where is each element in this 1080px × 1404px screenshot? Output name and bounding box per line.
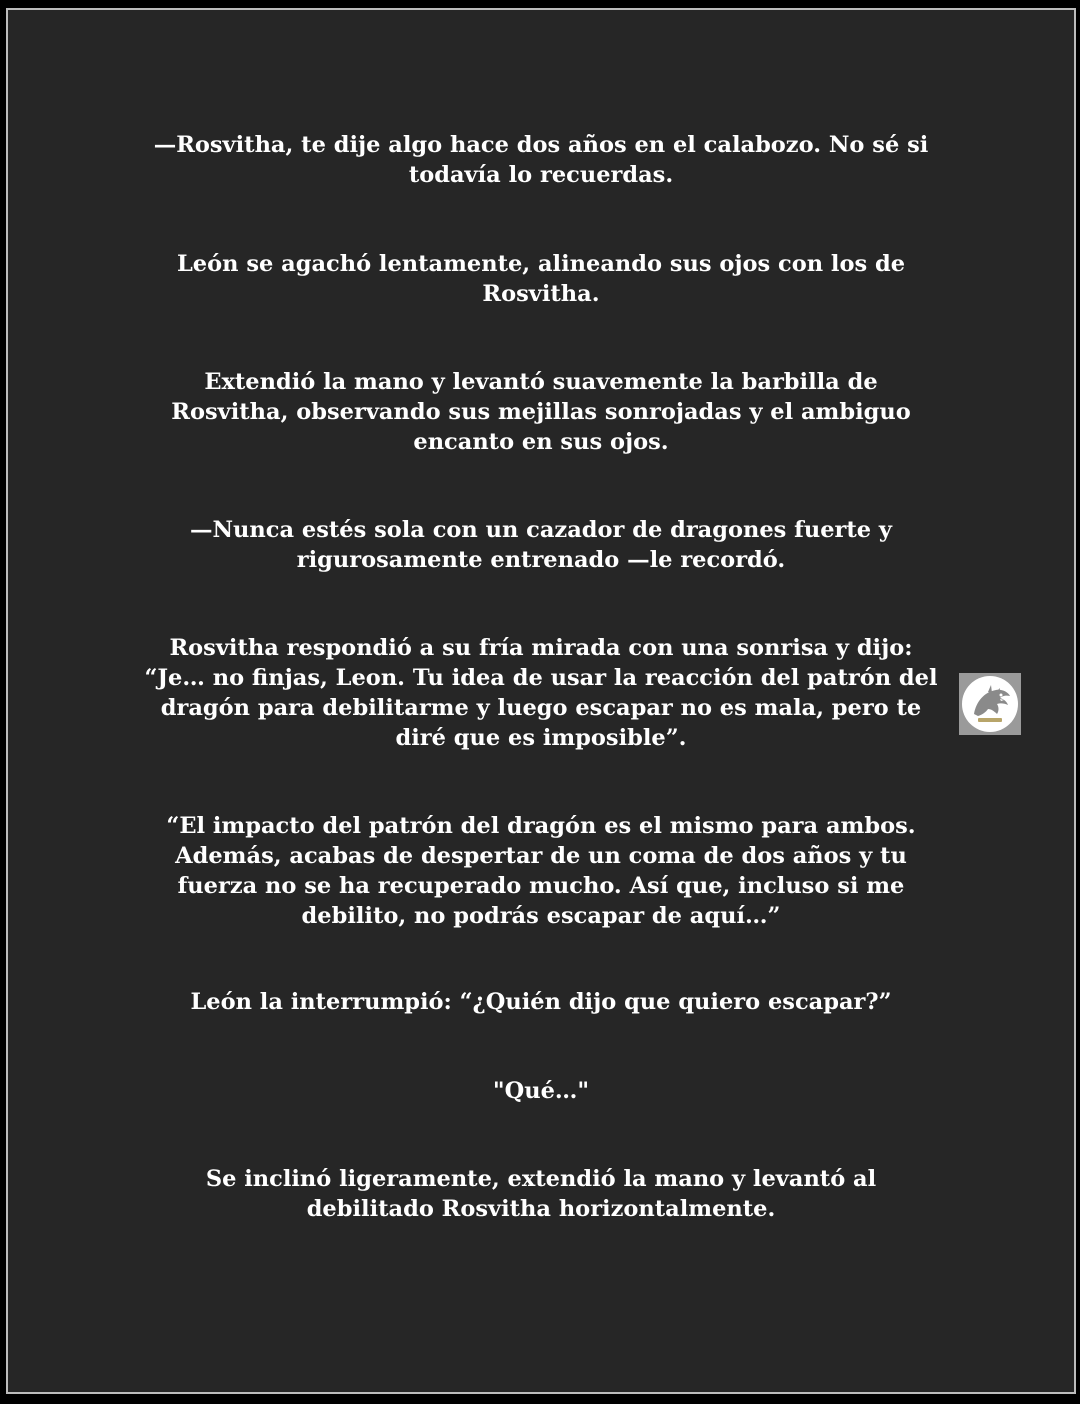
paragraph-7: León la interrumpió: “¿Quién dijo que quiero escapar?” xyxy=(190,989,892,1015)
paragraph-8: "Qué…" xyxy=(492,1078,590,1104)
paragraph-2: León se agachó lentamente, alineando sus ojos con los de Rosvitha. xyxy=(176,251,906,307)
paragraph-1: —Rosvitha, te dije algo hace dos años en el calabozo. No sé si todavía lo recuerdas. xyxy=(153,132,929,188)
badge-circle xyxy=(962,676,1018,732)
page-frame xyxy=(6,8,1076,1394)
paragraph-5: Rosvitha respondió a su fría mirada con una sonrisa y dijo: “Je… no finjas, Leon. Tu idea de usar la reacción del patrón del dragón para debilitarme y luego escapar no es mala, pero te diré que es imposible”. xyxy=(144,635,938,751)
paragraph-9: Se inclinó ligeramente, extendió la mano y levantó al debilitado Rosvitha horizontalmente. xyxy=(205,1166,877,1222)
paragraph-3: Extendió la mano y levantó suavemente la barbilla de Rosvitha, observando sus mejillas sonrojadas y el ambiguo encanto en sus ojos. xyxy=(171,369,911,455)
dragon-logo-icon xyxy=(964,678,1016,730)
watermark-badge xyxy=(959,673,1021,735)
paragraph-4: —Nunca estés sola con un cazador de dragones fuerte y rigurosamente entrenado —le recordó. xyxy=(189,517,892,573)
paragraph-6: “El impacto del patrón del dragón es el mismo para ambos. Además, acabas de despertar de un coma de dos años y tu fuerza no se ha recuperado mucho. Así que, incluso si me debilito, no podrás escapar de aquí…” xyxy=(166,813,916,929)
